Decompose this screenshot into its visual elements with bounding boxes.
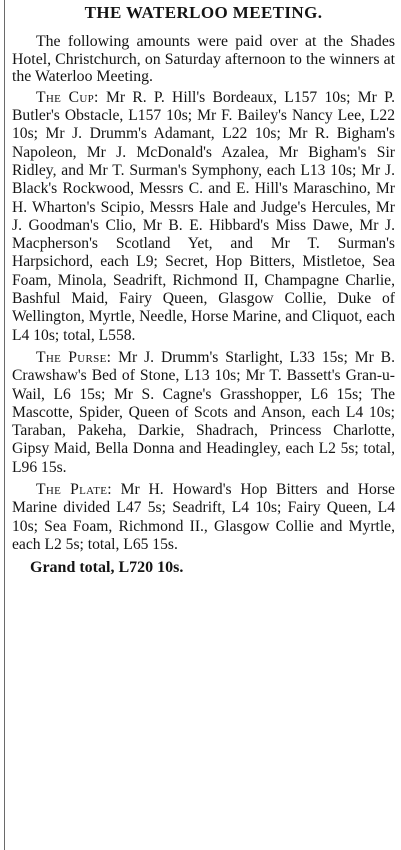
- purse-text: Mr J. Drumm's Starlight, L33 15s; Mr B. Crawshaw's Bed of Stone, L13 10s; Mr T. Bassett's Gran-u-Wail, L6 15s; Mr S. Cagne's Grasshopper, L6 15s; The Mascotte, Spider, Queen of Scots and Anson, each L4 10s; Taraban, Pakeha, Darkie, Shadrach, Princess Charlotte, Gipsy Maid, Bella Donna and Headingley, each L2 5s; total, L96 15s.: [12, 348, 395, 476]
- plate-text: Mr H. Howard's Hop Bitters and Horse Marine divided L47 5s; Seadrift, L4 10s; Fairy Queen, L4 10s; Sea Foam, Richmond II., Glasgow Collie and Myrtle, each L2 5s; total, L65 15s.: [12, 481, 395, 553]
- purse-paragraph: [12, 349, 395, 477]
- cup-heading: The Cup:: [36, 88, 99, 106]
- article-headline: THE WATERLOO MEETING.: [84, 3, 323, 22]
- cup-paragraph: [12, 89, 395, 345]
- grand-total: Grand total, L720 10s.: [30, 559, 184, 577]
- intro-paragraph: The following amounts were paid over at the Shades Hotel, Christchurch, on Saturday afternoon to the winners at the Waterloo Meeting.: [12, 33, 395, 86]
- purse-heading: The Purse:: [36, 348, 112, 366]
- plate-heading: The Plate:: [36, 481, 112, 499]
- plate-paragraph: [12, 481, 395, 554]
- cup-text: Mr R. P. Hill's Bordeaux, L157 10s; Mr P. Butler's Obstacle, L157 10s; Mr F. Bailey's Nancy Lee, L22 10s; Mr J. Drumm's Adamant, L22 10s; Mr R. Bigham's Napoleon, Mr J. McDonald's Azalea, Mr Bigham's Sir Ridley, and Mr T. Surman's Symphony, each L13 10s; Mr J. Black's Rockwood, Messrs C. and E. Hill's Maraschino, Mr H. Wharton's Scipio, Messrs Hale and Judge's Hercules, Mr J. Goodman's Clio, Mr B. E. Hibbard's Miss Dawe, Mr J. Macpherson's Scotland Yet, and Mr T. Surman's Harpsichord, each L9; Secret, Hop Bitters, Mistletoe, Sea Foam, Minola, Seadrift, Richmond II, Champagne Charlie, Bashful Maid, Fairy Queen, Glasgow Collie, Duke of Wellington, Myrtle, Needle, Horse Marine, and Cliquot, each L4 10s; total, L558.: [12, 88, 395, 344]
